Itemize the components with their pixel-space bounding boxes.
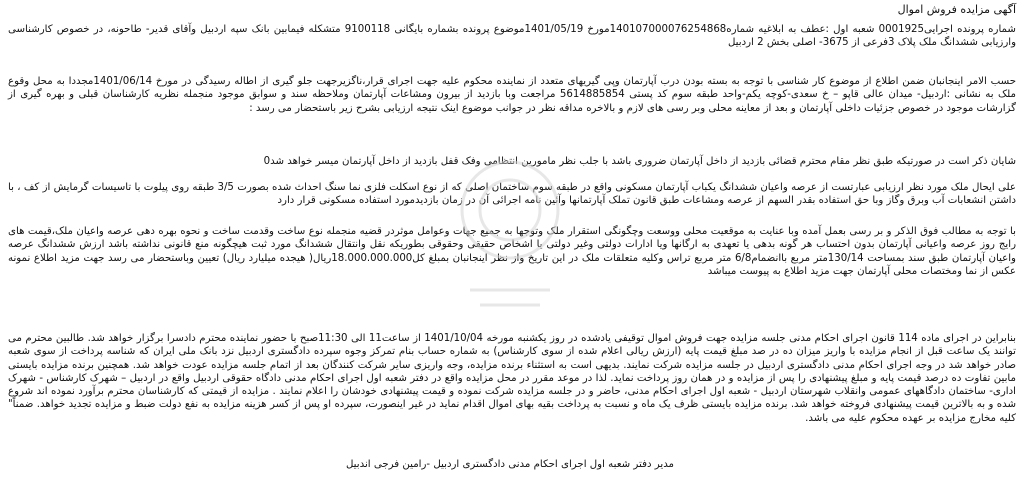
property-description-paragraph: علی ایحال ملک مورد نظر ارزیابی عبارتست از عرصه واعیان ششدانگ یکباب آپارتمان مسکونی واقع در طبقه سوم ساختمان اصلی که از نوع اسکلت فلزی نما سنگ احداث شده بصورت 3/5 طبقه روی پیلوت با تاسیسات گرمایش از کف ، با داشتن انشعابات آب وبرق وگاز وبا حق استفاده بقدر السهم از عرصه ومشاعات طبق قانون تملک آپارتمانها وآئین نامه اجرائی آن در زمان بازدیدمورد استفاده مسکونی قرار دارد xyxy=(8,182,1016,207)
expert-visit-paragraph: حسب الامر اینجانبان ضمن اطلاع از موضوع کار شناسی با توجه به بسته بودن درب آپارتمان وپی گیریهای متعدد از نماینده محکوم علیه جهت اجرای قرار،ناگزیرجهت جلو گیری از اطاله رسیدگی در مورخ 1401/06/14مجددا به محل وقوع ملک به نشانی :اردبیل- میدان عالی قاپو – خ سعدی-کوچه یکم-واحد طبقه سوم کد پستی 5614885854 مراجعت وبا بازدید از بیرون ومشاعات آپارتمان وملاحظه سند و سوابق موجود منجمله نظریه کارشناسان قبلی و بهره گیری از گزارشات موجود در خصوص جزئیات داخلی آپارتمان و بعد از معاینه محلی وبر رسی های لازم و بالاخره مداقه نظر در جوانب موضوع اینک نتیجه ارزیابی بشرح زیر باستحضار می رسد : xyxy=(8,76,1016,114)
auction-terms-paragraph: بنابراین در اجرای ماده 114 قانون اجرای احکام مدنی جلسه مزایده جهت فروش اموال توقیفی یادشده در روز یکشنبه مورخه 1401/10/04 از ساعت11 الی 11:30صبح با حضور نماینده محترم دادسرا برگزار خواهد شد. طالبین محترم می توانند یک ساعت قبل از انجام مزایده با واریز میزان ده در صد مبلغ قیمت پایه (ارزش ریالی اعلام شده از سوی کارشناس) به شماره حساب بنام تمرکز وجوه سپرده دادگستری اردبیل نزد بانک ملی ایران که شناسه پرداخت از سوی شعبه صادر خواهد شد در وجه اجرای احکام مدنی دادگستری اردبیل در جلسه مزایده شرکت نمایند. بدیهی است به استثناء برنده مزایده، وجه واریزی سایر شرکت کنندگان بعد از اتمام جلسه مزایده عودت خواهد شد. همچنین برنده مزایده بایستی مابین تفاوت ده درصد قیمت پایه و مبلغ پیشنهادی را پس از مزایده و در همان روز پرداخت نماید. لذا در موعد مقرر در محل مزایده واقع در دفتر شعبه اول اجرای احکام مدنی دادگاه حقوقی اردبیل واقع در اردبیل – شهرک کارشناس - شهرک اداری- ساختمان دادگاههای عمومی وانقلاب شهرستان اردبیل - شعبه اول اجرای احکام مدنی، حاضر و در جلسه مزایده شرکت نموده و قیمت پیشنهادی خودشان را اعلام نمایند . مزایده از قیمتی که کارشناسان محترم برآورد نموده اند شروع شده و به بالاترین قیمت پیشنهادی فروخته خواهد شد. برنده مزایده بایستی ظرف یک ماه و نسبت به پرداخت بقیه بهای اموال اقدام نماید در غیر اینصورت، سپرده او پس از کسر هزینه مزایده به نفع دولت ضبط و مزایده تجدید خواهد. ضمناً" کلیه مخارج مزایده بر عهده محکوم علیه می باشد. xyxy=(8,333,1017,424)
inspection-note-paragraph: شایان ذکر است در صورتیکه طبق نظر مقام محترم قضائی بازدید از داخل آپارتمان ضروری باشد با جلب نظر مامورین انتظامی وفک قفل بازدید از داخل آپارتمان میسر خواهد شد0 xyxy=(263,156,1016,167)
signature-line: مدیر دفتر شعبه اول اجرای احکام مدنی دادگستری اردبیل -رامین فرجی اندبیل xyxy=(345,459,674,470)
notice-title: آگهی مزایده فروش اموال xyxy=(897,3,1016,16)
valuation-paragraph: با توجه به مطالب فوق الذکر و بر رسی بعمل آمده وبا عنایت به موقعیت محلی ووسعت وچگونگی استقرار ملک وتوجها به جمیع جهات وعوامل موثردر قضیه منجمله نوع ساخت وقدمت ساخت و نحوه بهره دهی عرصه واعیان ملک،قیمت های رایج روز عرصه واعیانی آپارتمان بدون احتساب هر گونه بدهی یا تعهدی به ارگانها ویا ادارات دولتی وغیر دولتی یا اشخاص حقیقی وحقوقی بطوریکه نقل وانتقال ششدانگ مورد ثبت هیچگونه منع قانونی نداشته باشد ارزش ششدانگ عرصه واعیان آپارتمان طبق سند بمساحت 130/14متر مربع باانضمام6/8 متر مربع تراس وکلیه متعلقات ملک در این تاریخ واز نظر اینجانبان بمبلغ کل18.000.000.000ریال( هیجده میلیارد ریال) تعیین وباستحضار می رسد جهت مزید اطلاع نمونه عکس از نما ومختصات محلی آپارتمان جهت مزید اطلاع به پیوست میباشد xyxy=(8,226,1016,277)
case-reference-paragraph: شماره پرونده اجرایی0001925 شعبه اول :عطف به ابلاغیه شماره140107000076254868مورخ 1401/05/19موضوع پرونده بشماره بایگانی 9100118 متشکله فیمابین بانک سپه اردبیل وآقای قدیر- طاحونه، در خصوص کارشناسی وارزیابی ششدانگ ملک پلاک 3فرعی از 3675- اصلی بخش 2 اردبیل xyxy=(8,24,1016,49)
